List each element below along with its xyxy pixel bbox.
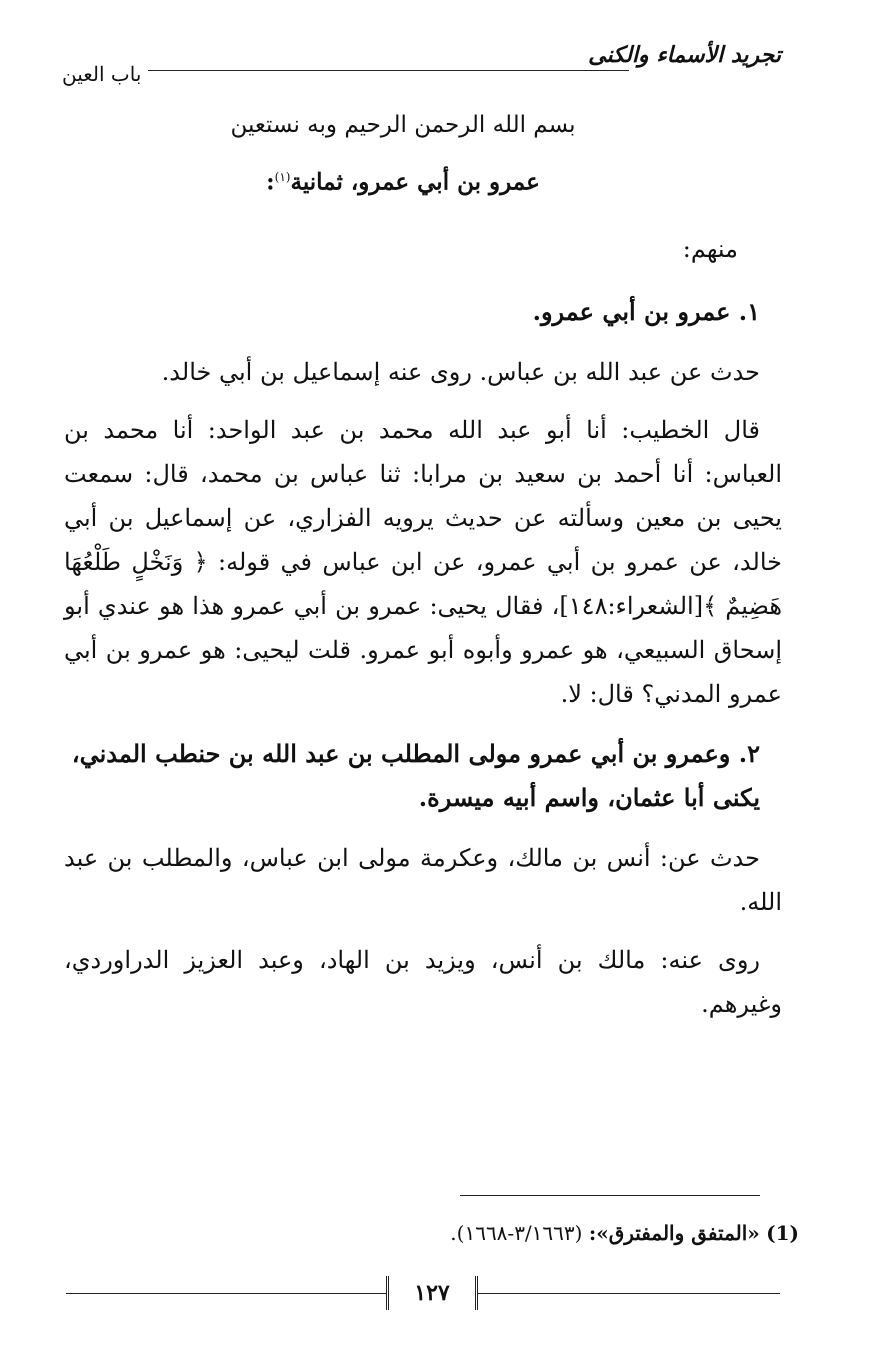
page-title-colon: : [266,168,275,196]
footnote [450,1218,799,1248]
entry-2-paragraph-1: حدث عن: أنس بن مالك، وعكرمة مولى ابن عباس، والمطلب بن عبد الله. [64,843,782,916]
entry-1 [64,290,782,716]
entry-2 [64,732,782,1026]
running-header [62,40,781,84]
footnote-reference: (٣/١٦٦٣-١٦٦٨). [450,1221,583,1245]
entry-2-paragraph-2: روى عنه: مالك بن أنس، ويزيد بن الهاد، وعبد العزيز الدراوردي، وغيرهم. [64,945,782,1018]
page-title [64,160,782,200]
intro-text: منهم: [682,234,738,263]
entry-2-heading: ٢. وعمرو بن أبي عمرو مولى المطلب بن عبد الله بن حنطب المدني، يكنى أبا عثمان، واسم أبيه ميسرة. [71,738,760,812]
page-content [64,108,782,1040]
page-title-text: عمرو بن أبي عمرو، ثمانية [290,168,540,196]
entry-1-heading: ١. عمرو بن أبي عمرو. [532,296,760,326]
entry-1-paragraph-1: حدث عن عبد الله بن عباس. روى عنه إسماعيل بن أبي خالد. [161,357,760,386]
basmala: بسم الله الرحمن الرحيم وبه نستعين [230,112,576,138]
footnote-separator [460,1195,760,1196]
page-number: ١٢٧ [386,1276,478,1310]
footnote-number: (1) [766,1221,799,1245]
running-header-book-title: تجريد الأسماء والكنى [588,42,781,68]
footnote-source: «المتفق والمفترق»: [588,1221,760,1245]
title-footnote-marker: (١) [274,170,291,184]
entry-1-paragraph-2: قال الخطيب: أنا أبو عبد الله محمد بن عبد الواحد: أنا محمد بن العباس: أنا أحمد بن سعيد بن مرابا: ثنا عباس بن محمد، قال: سمعت يحيى بن معين وسألته عن حديث يرويه الفزاري، عن إسماعيل بن أبي خالد، عن عمرو بن أبي عمرو، عن ابن عباس في قوله: ﴿ وَنَخْلٍ طَلْعُهَا هَضِيمٌ ﴾[الشعراء:١٤٨]، فقال يحيى: عمرو بن أبي عمرو هذا هو عندي أبو إسحاق السبيعي، هو عمرو وأبوه أبو عمرو. قلت ليحيى: هو عمرو بن أبي عمرو المدني؟ قال: لا. [64,415,782,708]
running-header-rule [148,70,629,71]
running-header-chapter: باب العين [62,62,142,86]
